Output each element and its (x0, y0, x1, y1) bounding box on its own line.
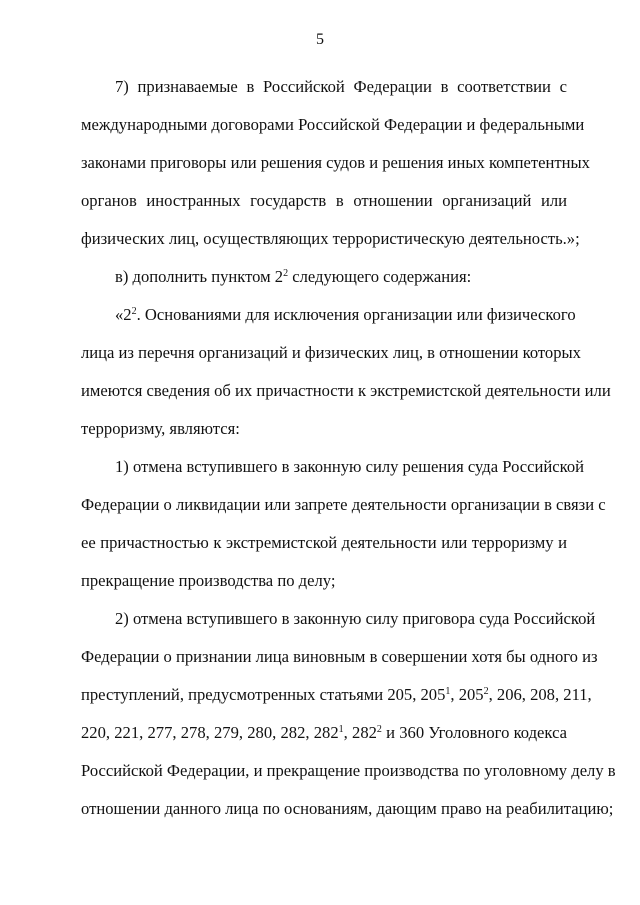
text-line: имеются сведения об их причастности к экстремистской деятельности или (81, 381, 611, 400)
text-line-articles (81, 676, 592, 714)
text-fragment: и 360 Уголовного кодекса (381, 723, 568, 742)
text-line: ее причастностью к экстремистской деятельности или терроризму и (81, 533, 567, 552)
text-fragment: , 206, 208, 211, (488, 685, 592, 704)
paragraph-2-2-heading (81, 296, 576, 334)
text-line-articles (81, 714, 567, 752)
text-line: терроризму, являются: (81, 419, 240, 438)
text-fragment: 220, 221, 277, 278, 279, 280, 282, 282 (81, 723, 339, 742)
text-line: международными договорами Российской Федерации и федеральными (81, 115, 585, 134)
text-line: Федерации о признании лица виновным в совершении хотя бы одного из (81, 647, 598, 666)
text-line: физических лиц, осуществляющих террористическую деятельность.»; (81, 229, 580, 248)
page-number: 5 (316, 31, 324, 48)
text-fragment: преступлений, предусмотренных статьями 205, 205 (81, 685, 446, 704)
superscript: 2 (376, 724, 382, 735)
document-body (81, 68, 616, 828)
text-line: органов иностранных государств в отношении организаций или (81, 191, 567, 210)
text-fragment: , 282 (343, 723, 377, 742)
superscript: 1 (338, 724, 344, 735)
item-2-line: 2) отмена вступившего в законную силу приговора суда Российской (115, 609, 596, 628)
item-1-line: 1) отмена вступившего в законную силу решения суда Российской (115, 457, 585, 476)
text-line: прекращение производства по делу; (81, 571, 336, 590)
superscript: 1 (445, 686, 451, 697)
superscript: 2 (131, 306, 137, 317)
superscript: 2 (483, 686, 489, 697)
text-line: лица из перечня организаций и физических лиц, в отношении которых (81, 343, 581, 362)
text-fragment: , 205 (450, 685, 484, 704)
text-line: 7) признаваемые в Российской Федерации в соответствии с (115, 77, 567, 96)
text-fragment: . Основаниями для исключения организации или физического (136, 305, 576, 324)
text-line: отношении данного лица по основаниям, дающим право на реабилитацию; (81, 799, 614, 818)
superscript: 2 (283, 268, 289, 279)
text-line: Федерации о ликвидации или запрете деятельности организации в связи с (81, 495, 606, 514)
text-fragment: в) дополнить пунктом 2 (115, 267, 284, 286)
text-fragment: «2 (115, 305, 132, 324)
text-fragment: следующего содержания: (288, 267, 472, 286)
text-line: законами приговоры или решения судов и решения иных компетентных (81, 153, 590, 172)
paragraph-v (81, 258, 567, 296)
text-line: Российской Федерации, и прекращение производства по уголовному делу в (81, 761, 616, 780)
